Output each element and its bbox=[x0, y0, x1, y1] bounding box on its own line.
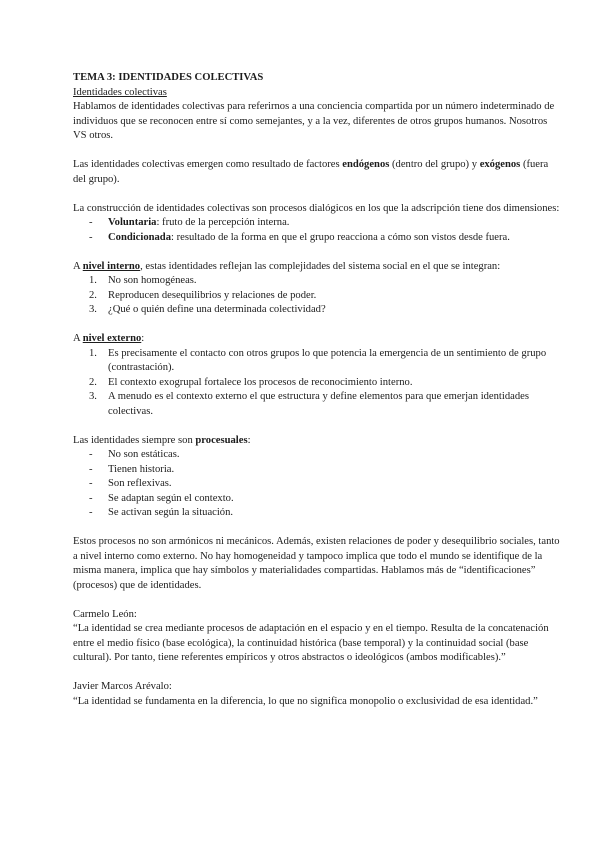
list-item: 1. No son homogéneas. bbox=[89, 275, 197, 286]
quote-author: Javier Marcos Arévalo: bbox=[73, 681, 172, 692]
page-title: TEMA 3: IDENTIDADES COLECTIVAS bbox=[73, 72, 264, 83]
list-item: - No son estáticas. bbox=[89, 449, 180, 460]
term-nivel-interno: nivel interno bbox=[82, 260, 141, 272]
list-item: - Condicionada: resultado de la forma en que el grupo reacciona a cómo son vistos desde fuera. bbox=[89, 231, 510, 243]
intro-paragraph: Hablamos de identidades colectivas para referirnos a una conciencia compartida por un número indeterminado de individuos que se reconocen entre sí como semejantes, y a la vez, diferentes de otros grupos humanos. Nosotros VS otros. bbox=[73, 101, 555, 141]
processual-list bbox=[73, 448, 560, 521]
factors-paragraph: Las identidades colectivas emergen como resultado de factores endógenos (dentro del grupo) y exógenos (fuera del grupo). bbox=[73, 159, 549, 185]
section-subtitle: Identidades colectivas bbox=[73, 86, 167, 98]
list-item: - Voluntaria: fruto de la percepción interna. bbox=[89, 217, 290, 228]
internal-level-heading: A nivel interno, estas identidades reflejan las complejidades del sistema social en el que se integran: bbox=[73, 260, 501, 272]
term-nivel-externo: nivel externo bbox=[82, 333, 142, 344]
term-endogenos: endógenos bbox=[342, 159, 390, 170]
quote-text: “La identidad se crea mediante procesos de adaptación en el espacio y en el tiempo. Resulta de la concatenación entre el medio físico (base ecológica), la continuidad histórica (base temporal) y la continuidad social (base cultural). Por tanto, tiene referentes empíricos y otros abstractos o ideológicos (ambos modificables).” bbox=[73, 623, 549, 663]
list-item: 2. Reproducen desequilibrios y relaciones de poder. bbox=[89, 289, 317, 301]
list-item: - Son reflexivas. bbox=[89, 478, 172, 489]
term-exogenos: exógenos bbox=[479, 159, 521, 170]
internal-level-list bbox=[73, 274, 560, 318]
external-level-list bbox=[73, 347, 560, 420]
list-item: 3. ¿Qué o quién define una determinada colectividad? bbox=[89, 304, 326, 315]
dimensions-list bbox=[73, 216, 560, 245]
list-item: 3. A menudo es el contexto externo el que estructura y define elementos para que emerjan identidades colectivas. bbox=[89, 391, 529, 417]
quote-text: “La identidad se fundamenta en la diferencia, lo que no significa monopolio o exclusividad de esa identidad.” bbox=[73, 695, 538, 707]
list-item: - Se adaptan según el contexto. bbox=[89, 492, 234, 504]
quote-author: Carmelo León: bbox=[73, 608, 137, 620]
summary-paragraph: Estos procesos no son armónicos ni mecánicos. Además, existen relaciones de poder y desequilibrio sociales, tanto a nivel interno como externo. No hay homogeneidad y tampoco implica que todo el mundo se identifique de la misma manera, implica que hay símbolos y materialidades compartidas. Hablamos más de “identificaciones” (procesos) que de identidades. bbox=[73, 536, 560, 591]
list-item: - Se activan según la situación. bbox=[89, 507, 234, 518]
term-procesuales: procesuales bbox=[195, 434, 248, 446]
list-item: 2. El contexto exogrupal fortalece los procesos de reconocimiento interno. bbox=[89, 376, 413, 388]
processual-heading: Las identidades siempre son procesuales: bbox=[73, 434, 251, 446]
external-level-heading: A nivel externo: bbox=[73, 333, 145, 344]
list-item: 1. Es precisamente el contacto con otros grupos lo que potencia la emergencia de un sentimiento de grupo (contrastación). bbox=[89, 347, 547, 373]
construction-paragraph: La construcción de identidades colectivas son procesos dialógicos en los que la adscripción tiene dos dimensiones: bbox=[73, 202, 560, 214]
list-item: - Tienen historia. bbox=[89, 463, 175, 475]
